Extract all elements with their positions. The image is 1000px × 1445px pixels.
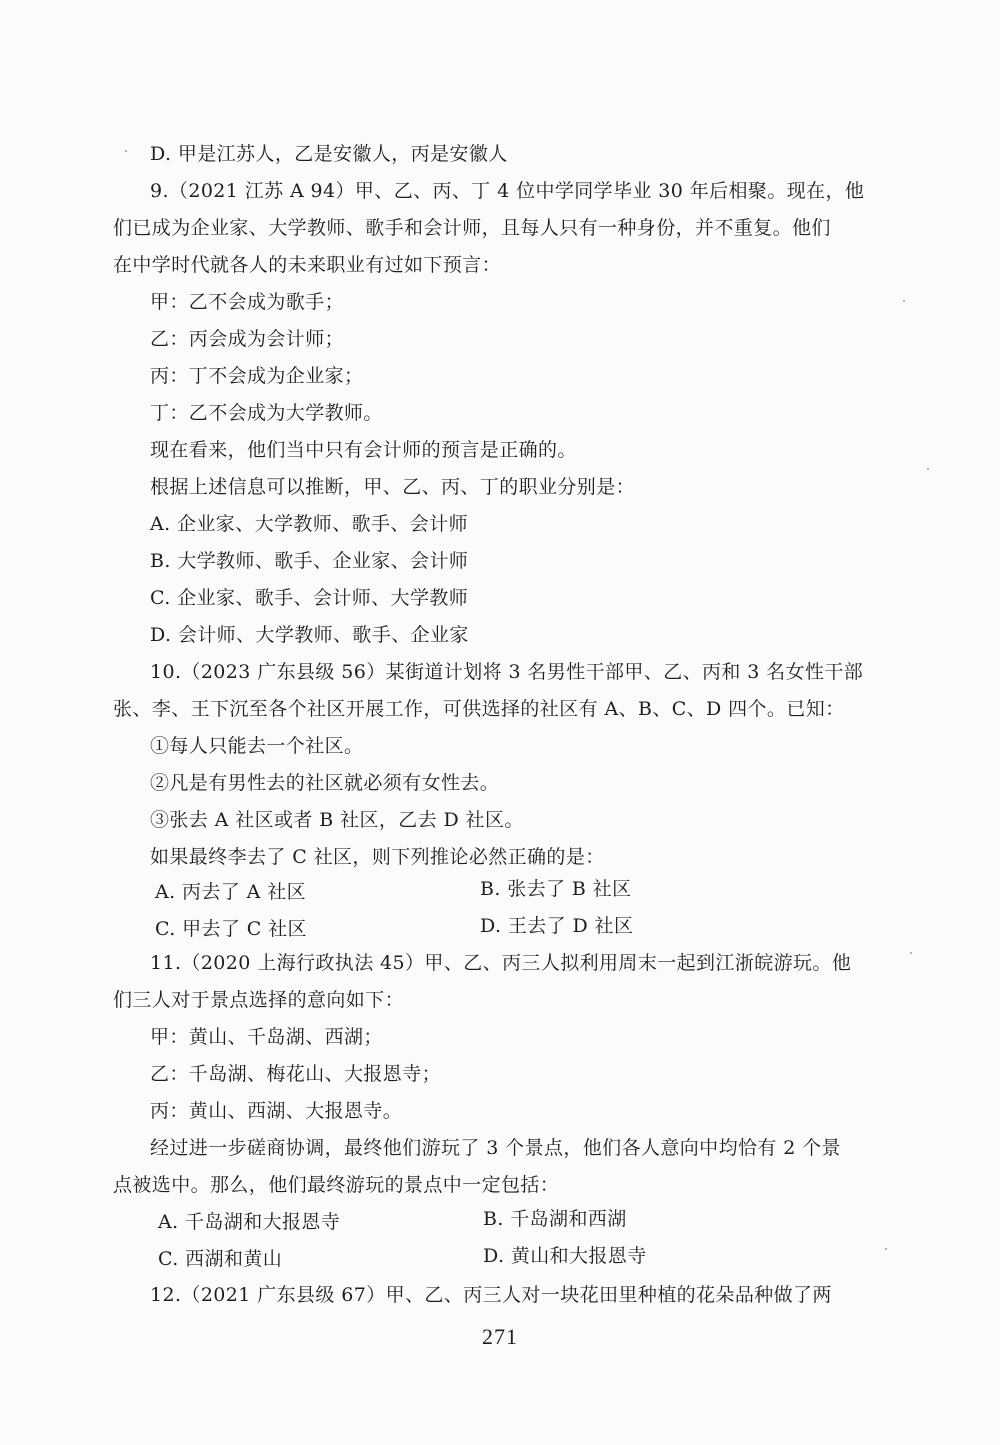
q11-stem-line-2: 们三人对于景点选择的意向如下： — [113, 989, 405, 1011]
q11-pref-bing: 丙：黄山、西湖、大报恩寺。 — [150, 1100, 403, 1122]
q11-stem-line-1: 11.（2020 上海行政执法 45）甲、乙、丙三人拟利用周末一起到江浙皖游玩。他 — [150, 952, 852, 974]
q9-statement-bing: 丙：丁不会成为企业家； — [150, 365, 364, 387]
q11-condition-line-2: 点被选中。那么，他们最终游玩的景点中一定包括： — [113, 1174, 560, 1196]
q9-stem-line-2: 们已成为企业家、大学教师、歌手和会计师，且每人只有一种身份，并不重复。他们 — [113, 217, 831, 239]
q10-option-a: A. 丙去了 A 社区 — [155, 881, 307, 903]
q10-condition-3: ③张去 A 社区或者 B 社区，乙去 D 社区。 — [150, 809, 524, 831]
q10-condition-1: ①每人只能去一个社区。 — [150, 735, 364, 757]
scan-speck — [125, 150, 127, 152]
q9-option-c: C. 企业家、歌手、会计师、大学教师 — [150, 587, 469, 609]
q9-question: 根据上述信息可以推断，甲、乙、丙、丁的职业分别是： — [150, 476, 636, 498]
q8-option-d: D. 甲是江苏人，乙是安徽人，丙是安徽人 — [150, 143, 508, 165]
scan-speck — [885, 1248, 887, 1250]
scan-speck — [903, 300, 905, 302]
q9-condition: 现在看来，他们当中只有会计师的预言是正确的。 — [150, 439, 577, 461]
q10-stem-line-2: 张、李、王下沉至各个社区开展工作，可供选择的社区有 A、B、C、D 四个。已知： — [113, 698, 845, 720]
q10-question: 如果最终李去了 C 社区，则下列推论必然正确的是： — [150, 846, 605, 868]
q11-option-a: A. 千岛湖和大报恩寺 — [158, 1211, 341, 1233]
q9-option-d: D. 会计师、大学教师、歌手、企业家 — [150, 624, 469, 646]
q9-stem-line-3: 在中学时代就各人的未来职业有过如下预言： — [113, 254, 502, 276]
q11-option-d: D. 黄山和大报恩寺 — [483, 1245, 647, 1267]
q10-condition-2: ②凡是有男性去的社区就必须有女性去。 — [150, 772, 500, 794]
scan-speck — [927, 468, 929, 470]
q10-option-c: C. 甲去了 C 社区 — [155, 918, 307, 940]
q11-pref-yi: 乙：千岛湖、梅花山、大报恩寺； — [150, 1063, 442, 1085]
q11-pref-jia: 甲：黄山、千岛湖、西湖； — [150, 1026, 383, 1048]
q12-stem-line-1: 12.（2021 广东县级 67）甲、乙、丙三人对一块花田里种植的花朵品种做了两 — [150, 1284, 832, 1306]
q9-statement-yi: 乙：丙会成为会计师； — [150, 328, 345, 350]
q10-option-b: B. 张去了 B 社区 — [480, 878, 632, 900]
q9-option-b: B. 大学教师、歌手、企业家、会计师 — [150, 550, 469, 572]
q9-option-a: A. 企业家、大学教师、歌手、会计师 — [150, 513, 469, 535]
scan-speck — [910, 952, 912, 954]
q10-option-d: D. 王去了 D 社区 — [480, 915, 634, 937]
q11-option-c: C. 西湖和黄山 — [158, 1248, 283, 1270]
q11-option-b: B. 千岛湖和西湖 — [483, 1208, 627, 1230]
q9-statement-ding: 丁：乙不会成为大学教师。 — [150, 402, 383, 424]
q11-condition-line-1: 经过进一步磋商协调，最终他们游玩了 3 个景点，他们各人意向中均恰有 2 个景 — [150, 1137, 841, 1159]
q9-stem-line-1: 9.（2021 江苏 A 94）甲、乙、丙、丁 4 位中学同学毕业 30 年后相聚。现在，他 — [150, 180, 865, 202]
q9-statement-jia: 甲：乙不会成为歌手； — [150, 291, 345, 313]
q10-stem-line-1: 10.（2023 广东县级 56）某街道计划将 3 名男性干部甲、乙、丙和 3 名女性干部 — [150, 661, 864, 683]
page-number: 271 — [482, 1324, 518, 1349]
